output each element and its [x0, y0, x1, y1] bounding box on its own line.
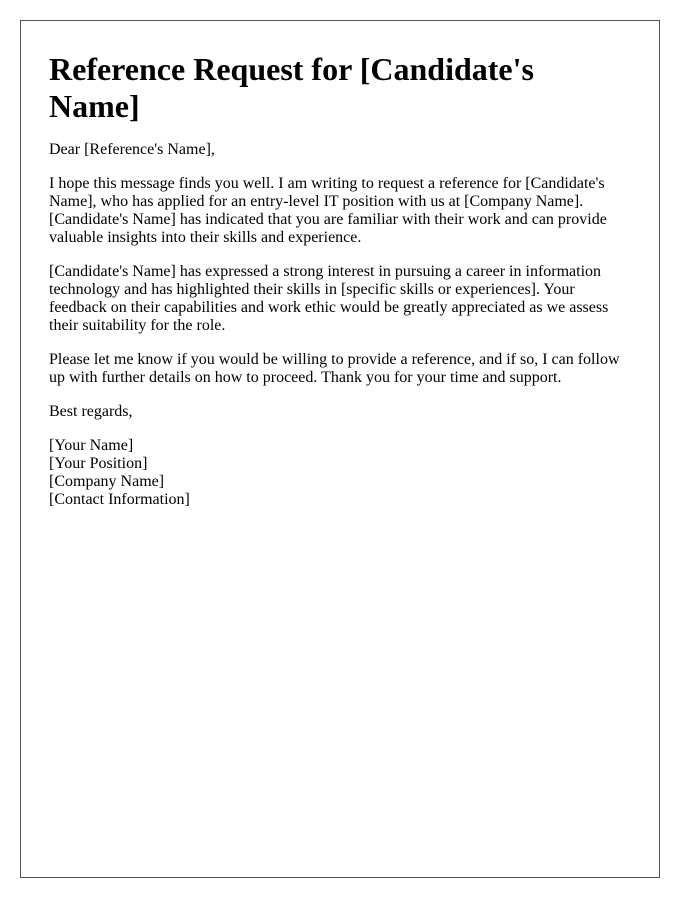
- letter-title: Reference Request for [Candidate's Name]: [49, 51, 534, 124]
- letter-page: [20, 20, 660, 878]
- paragraph-request: Please let me know if you would be willing to provide a reference, and if so, I can follow up with further details on how to proceed. Thank you for your time and support.: [49, 350, 620, 386]
- signature-position: [Your Position]: [49, 454, 148, 472]
- paragraph-intro: I hope this message finds you well. I am writing to request a reference for [Candidate's Name], who has applied for an entry-level IT position with us at [Company Name]. [Candidate's Name] has indicated that you are familiar with their work and can provide valuable insights into their skills and experience.: [49, 174, 607, 246]
- signature-contact: [Contact Information]: [49, 490, 190, 508]
- signature-company: [Company Name]: [49, 472, 165, 490]
- closing: Best regards,: [49, 402, 133, 420]
- paragraph-candidate-interest: [Candidate's Name] has expressed a strong interest in pursuing a career in information technology and has highlighted their skills in [specific skills or experiences]. Your feedback on their capabilities and work ethic would be greatly appreciated as we assess their suitability for the role.: [49, 262, 609, 334]
- salutation: Dear [Reference's Name],: [49, 140, 215, 158]
- signature-name: [Your Name]: [49, 436, 134, 454]
- signature-block: [49, 437, 631, 509]
- letter-body: [49, 141, 631, 509]
